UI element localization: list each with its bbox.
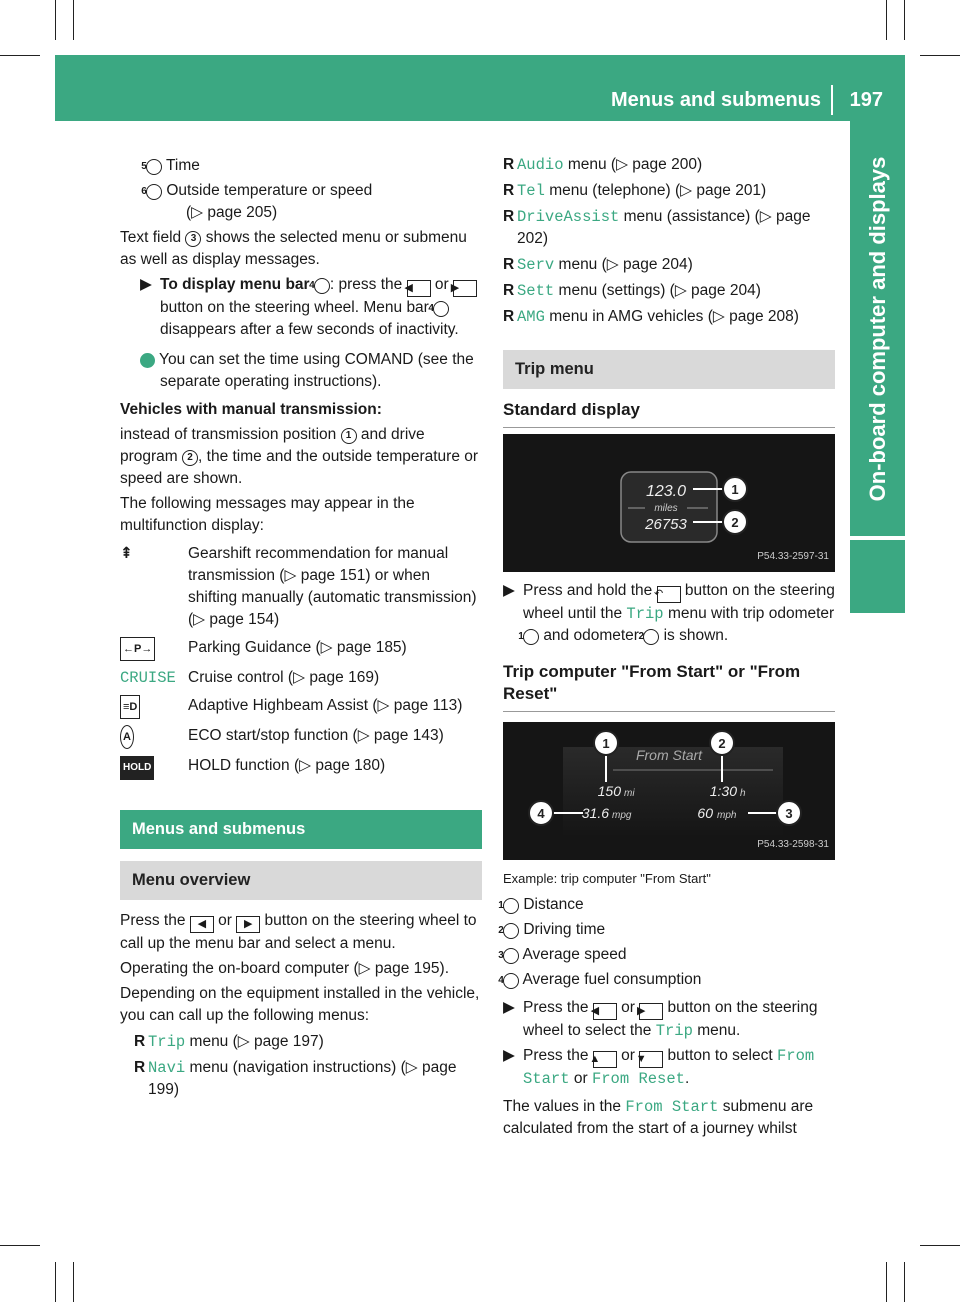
instruction-step: ▶ Press the ▲ or ▼ button to select From Start or From Reset. — [503, 1047, 815, 1088]
standard-display-image — [503, 434, 835, 572]
callout-2-label: 2 — [731, 515, 739, 530]
menu-code: Trip — [626, 605, 664, 623]
distance-unit: mi — [624, 788, 635, 799]
callout-3-label: 3 — [785, 806, 793, 821]
crop-mark — [0, 1245, 40, 1246]
right-button-icon: ▶ — [453, 280, 477, 297]
page-number: 197 — [849, 89, 883, 111]
crop-mark — [886, 1262, 887, 1302]
menu-code: Serv — [517, 256, 555, 274]
text-field-paragraph: Text field 3 shows the selected menu or submenu as well as display messages. — [120, 229, 467, 268]
menu-list-item: R AMG menu in AMG vehicles (▷ page 208) — [503, 308, 799, 326]
callout-number: 3 — [503, 948, 519, 964]
callout-4-label: 4 — [537, 806, 545, 821]
crop-mark — [0, 55, 40, 56]
symbol-row: A ECO start/stop function (▷ page 143) — [120, 725, 482, 749]
chapter-tab — [850, 121, 905, 536]
left-button-icon: ◀ — [593, 1003, 617, 1020]
menu-code: Trip — [655, 1022, 693, 1040]
info-note: i You can set the time using COMAND (see the separate operating instructions). — [135, 351, 474, 390]
step-arrow-icon: ▶ — [503, 999, 515, 1016]
step-arrow-icon: ▶ — [503, 582, 515, 599]
section-title: Menus and submenus — [120, 810, 482, 849]
crop-mark — [904, 0, 905, 40]
from-start-label: From Start — [635, 747, 703, 763]
image-code: P54.33-2598-31 — [757, 839, 829, 850]
operating-paragraph: Operating the on-board computer (▷ page 195). — [120, 960, 450, 977]
callout-number: 4 — [314, 278, 330, 294]
symbol-row: CRUISE Cruise control (▷ page 169) — [120, 669, 380, 687]
menu-code: DriveAssist — [517, 208, 620, 226]
symbol-table — [120, 543, 482, 780]
menu-code: From Reset — [591, 1070, 685, 1088]
eco-start-stop-icon: A — [120, 725, 134, 749]
standard-display-heading: Standard display — [503, 399, 835, 428]
messages-intro: The following messages may appear in the multifunction display: — [120, 495, 415, 534]
left-column — [120, 155, 482, 1105]
time-value: 1:30 — [709, 783, 737, 799]
menu-list-item: R Tel menu (telephone) (▷ page 201) — [503, 182, 767, 200]
crop-mark — [920, 1245, 960, 1246]
trip-menu-title: Trip menu — [503, 350, 835, 389]
odometer-value: 26753 — [645, 516, 687, 533]
menu-code: Trip — [148, 1033, 186, 1051]
step-arrow-icon: ▶ — [140, 276, 152, 293]
speed-unit: mph — [717, 810, 737, 821]
parking-guidance-icon: ←P→ — [120, 637, 155, 661]
symbol-row: HOLD HOLD function (▷ page 180) — [120, 755, 482, 780]
subsection-title: Menu overview — [120, 861, 482, 900]
crop-mark — [904, 1262, 905, 1302]
trip-value: 123.0 — [645, 483, 687, 500]
crop-mark — [920, 55, 960, 56]
menu-code: Audio — [517, 156, 564, 174]
hold-icon: HOLD — [120, 756, 154, 780]
crop-mark — [73, 1262, 74, 1302]
menu-code: From Start — [625, 1098, 719, 1116]
legend-item — [141, 155, 482, 177]
menu-list-item: R Serv menu (▷ page 204) — [503, 256, 693, 274]
callout-2-label: 2 — [718, 736, 726, 751]
depending-paragraph: Depending on the equipment installed in the vehicle, you can call up the following menus: — [120, 985, 480, 1024]
manual-paragraph: instead of transmission position 1 and drive program 2 , the time and the outside temperature or speed are shown. — [120, 426, 479, 487]
distance-value: 150 — [597, 783, 621, 799]
callout-number: 2 — [182, 450, 198, 466]
trip-computer-image — [503, 722, 835, 860]
crop-mark — [55, 0, 56, 40]
header-separator — [831, 85, 833, 115]
unit-label: miles — [654, 503, 678, 514]
highbeam-assist-icon: ≡D — [120, 695, 140, 719]
trip-computer-heading: Trip computer "From Start" or "From Reset" — [503, 661, 835, 712]
callout-number: 4 — [433, 301, 449, 317]
legend-text: Outside temperature or speed — [166, 182, 373, 199]
legend-item — [141, 180, 482, 224]
menu-code: Navi — [148, 1059, 186, 1077]
up-button-icon: ▲ — [593, 1051, 617, 1068]
crop-mark — [55, 1262, 56, 1302]
image-caption: Example: trip computer "From Start" — [503, 871, 711, 886]
gearshift-icon: ⇞ — [120, 545, 133, 562]
fuel-unit: mpg — [612, 810, 632, 821]
menu-code: Tel — [517, 182, 545, 200]
left-button-icon: ◀ — [407, 280, 431, 297]
values-paragraph: The values in the From Start submenu are calculated from the start of a journey whilst — [503, 1098, 814, 1137]
header-title: Menus and submenus — [610, 89, 821, 111]
legend-item: 3 Average speed — [498, 946, 627, 963]
info-icon: i — [140, 353, 155, 368]
callout-number: 1 — [341, 428, 357, 444]
menu-code: AMG — [517, 308, 545, 326]
callout-number: 3 — [185, 231, 201, 247]
menu-code: From Start — [523, 1047, 815, 1088]
menu-list-item: R Sett menu (settings) (▷ page 204) — [503, 282, 761, 300]
cruise-label: CRUISE — [120, 669, 176, 687]
symbol-row: ←P→ Parking Guidance (▷ page 185) — [120, 637, 482, 661]
manual-heading: Vehicles with manual transmission: — [120, 401, 382, 418]
callout-1-label: 1 — [731, 482, 739, 497]
symbol-row: ≡D Adaptive Highbeam Assist (▷ page 113) — [120, 695, 482, 719]
right-button-icon: ▶ — [236, 916, 260, 933]
symbol-row: ⇞ Gearshift recommendation for manual transmission (▷ page 151) or when shifting manually (automatic transmission) (▷ page 154) — [120, 545, 477, 628]
crop-mark — [73, 0, 74, 40]
chapter-marker — [850, 540, 905, 613]
callout-number: 2 — [503, 923, 519, 939]
callout-number: 1 — [523, 629, 539, 645]
down-button-icon: ▼ — [639, 1051, 663, 1068]
legend-item: 2 Driving time — [498, 921, 606, 938]
left-button-icon: ◀ — [190, 916, 214, 933]
speed-value: 60 — [697, 805, 713, 821]
step-arrow-icon: ▶ — [503, 1047, 515, 1064]
legend-text: Time — [166, 157, 200, 174]
callout-number: 5 — [146, 159, 162, 175]
back-button-icon: ↶ — [657, 586, 681, 603]
page-reference: (▷ page 205) — [186, 204, 278, 221]
time-unit: h — [740, 788, 746, 799]
menu-list-item: R Trip menu (▷ page 197) — [134, 1033, 324, 1051]
callout-number: 2 — [643, 629, 659, 645]
menu-list-item: R Audio menu (▷ page 200) — [503, 156, 703, 174]
callout-number: 1 — [503, 898, 519, 914]
callout-number: 4 — [503, 973, 519, 989]
menu-list-item: R Navi menu (navigation instructions) (▷ page 199) — [134, 1059, 457, 1098]
instruction-step: ▶ Press and hold the ↶ button on the steering wheel until the Trip menu with trip odometer 1 and odometer 2 is shown. — [503, 582, 835, 644]
fuel-value: 31.6 — [581, 805, 609, 821]
menu-list-item: R DriveAssist menu (assistance) (▷ page 202) — [503, 208, 811, 247]
crop-mark — [886, 0, 887, 40]
instruction-step: ▶ To display menu bar 4 : press the ◀ or ▶ button on the steering wheel. Menu bar 4 disappears after a few seconds of inactivity. — [140, 274, 482, 341]
page-header — [55, 55, 905, 121]
chapter-tab-label: On-board computer and displays — [864, 156, 890, 501]
callout-number: 6 — [146, 184, 162, 200]
right-column — [498, 150, 835, 1143]
overview-paragraph: Press the ◀ or ▶ button on the steering wheel to call up the menu bar and select a menu. — [120, 912, 477, 952]
instruction-step: ▶ Press the ◀ or ▶ button on the steering wheel to select the Trip menu. — [503, 999, 818, 1040]
legend-item: 1 Distance — [498, 896, 584, 913]
menu-code: Sett — [517, 282, 555, 300]
right-button-icon: ▶ — [639, 1003, 663, 1020]
legend-item: 4 Average fuel consumption — [498, 971, 702, 988]
callout-1-label: 1 — [602, 736, 610, 751]
image-code: P54.33-2597-31 — [757, 551, 829, 562]
